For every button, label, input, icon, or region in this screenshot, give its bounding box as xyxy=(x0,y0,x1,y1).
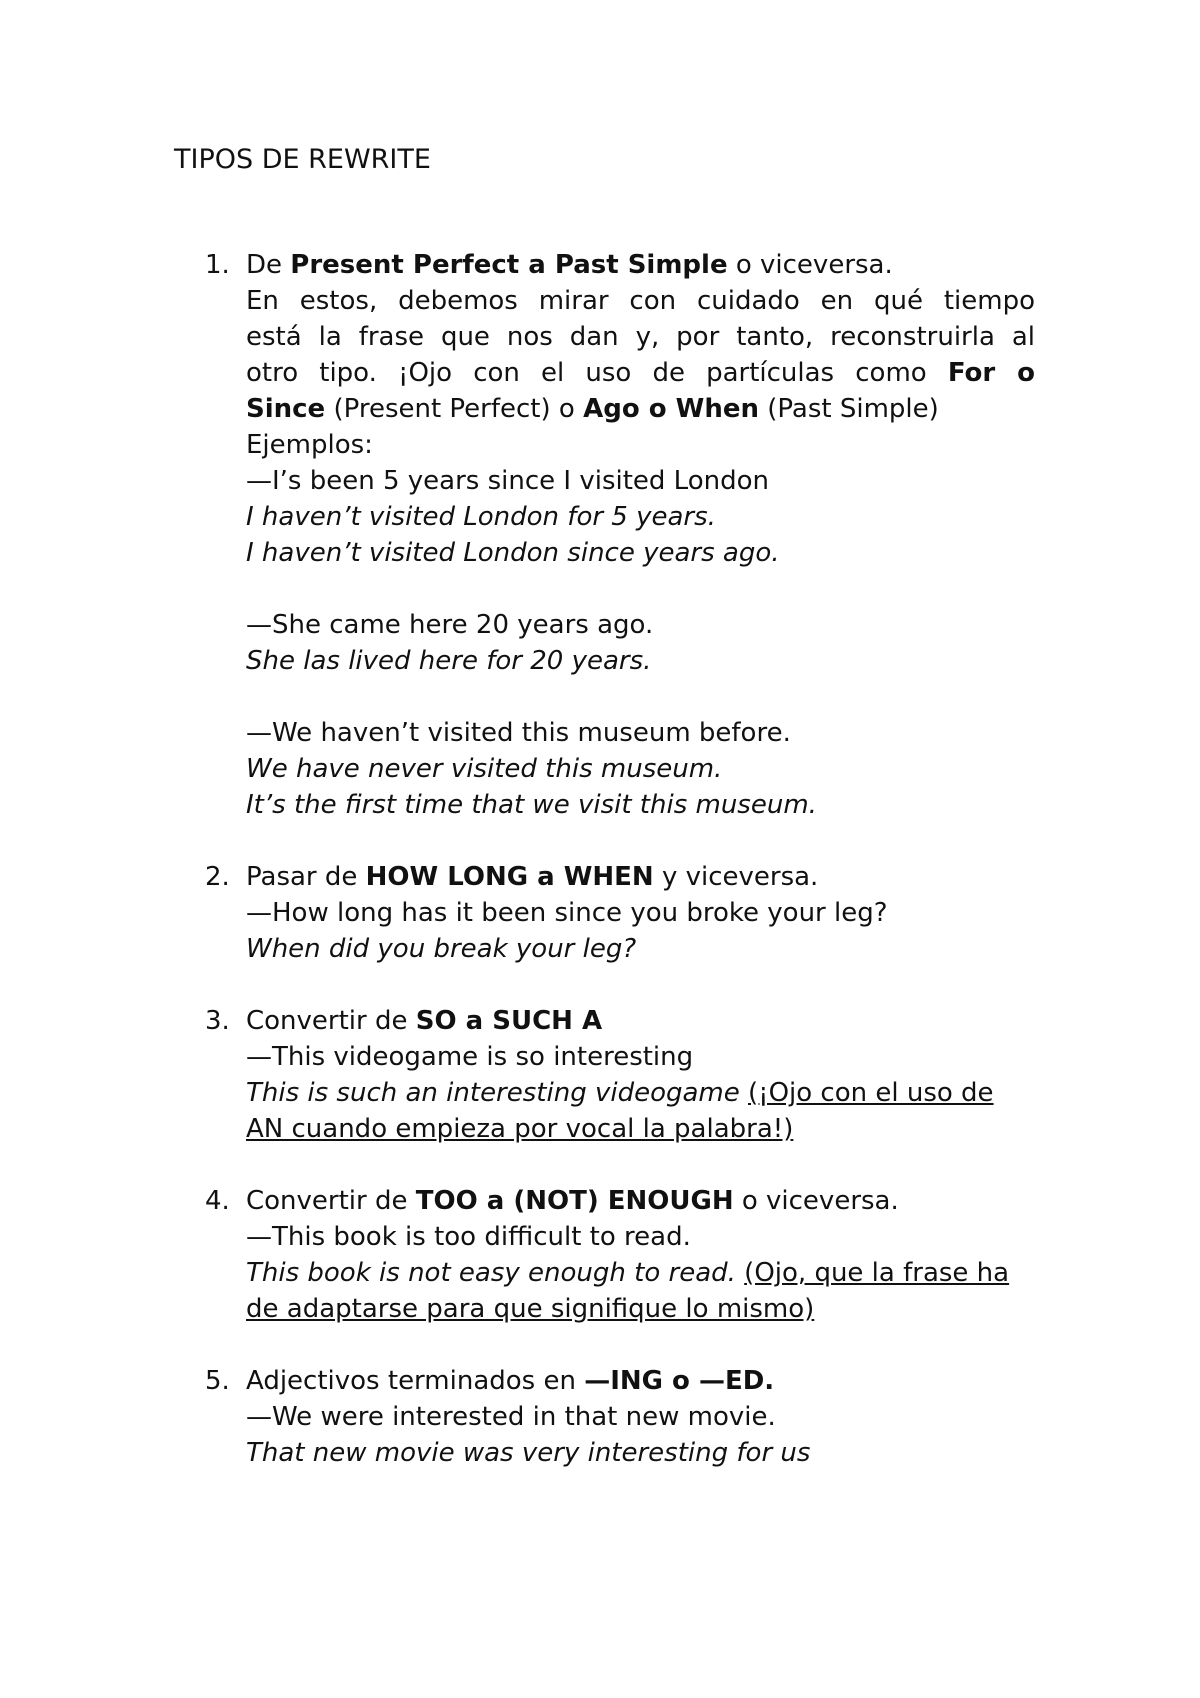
heading-text: Adjectivos terminados en xyxy=(246,1366,585,1396)
example-answer: When did you break your leg? xyxy=(246,934,637,964)
spacer xyxy=(246,571,1035,607)
heading-bold-text: Present Perfect a Past Simple xyxy=(290,250,728,280)
note-text: (¡Ojo con el uso de AN cuando empieza por vocal la palabra!) xyxy=(246,1078,994,1144)
example-answer-with-note xyxy=(246,1255,1035,1327)
example-answer: She las lived here for 20 years. xyxy=(246,646,652,676)
note-text: (Ojo, que la frase ha de adaptarse para que signifique lo mismo) xyxy=(246,1258,1010,1324)
example-sentence: —We haven’t visited this museum before. xyxy=(246,718,791,748)
explanation-line xyxy=(246,355,1035,391)
spacer xyxy=(246,679,1035,715)
example-answer: This book is not easy enough to read. xyxy=(246,1258,736,1288)
example-answer: That new movie was very interesting for us xyxy=(246,1438,811,1468)
document-title: TIPOS DE REWRITE xyxy=(174,144,431,175)
list-item xyxy=(205,859,1035,967)
example-answer: It’s the first time that we visit this museum. xyxy=(246,790,817,820)
explanation-line: En estos, debemos mirar con cuidado en qué tiempo xyxy=(246,286,1035,316)
item-heading xyxy=(246,247,1035,283)
example-sentence: —How long has it been since you broke your leg? xyxy=(246,898,888,928)
heading-text: Pasar de xyxy=(246,862,366,892)
example-sentence: —This book is too difficult to read. xyxy=(246,1222,691,1252)
item-number: 4. xyxy=(205,1186,230,1216)
example-answer: We have never visited this museum. xyxy=(246,754,723,784)
heading-bold-text: —ING o —ED. xyxy=(584,1366,775,1396)
list-item xyxy=(205,247,1035,823)
explanation-line: está la frase que nos dan y, por tanto, reconstruirla al xyxy=(246,322,1035,352)
heading-text: o viceversa. xyxy=(727,250,893,280)
list-item xyxy=(205,1183,1035,1327)
item-heading xyxy=(246,859,1035,895)
explanation-text: (Present Perfect) o xyxy=(325,394,584,424)
example-sentence: —We were interested in that new movie. xyxy=(246,1402,776,1432)
explanation-text: (Past Simple) xyxy=(759,394,939,424)
heading-text: De xyxy=(246,250,291,280)
explanation-bold-text: Ago o When xyxy=(583,394,759,424)
heading-text: y viceversa. xyxy=(653,862,819,892)
item-heading xyxy=(246,1363,1035,1399)
heading-bold-text: SO a SUCH A xyxy=(415,1006,603,1036)
example-sentence: —She came here 20 years ago. xyxy=(246,610,654,640)
example-answer: I haven’t visited London since years ago. xyxy=(246,538,780,568)
item-heading xyxy=(246,1003,1035,1039)
list-item xyxy=(205,1003,1035,1147)
explanation-bold-text: Since xyxy=(246,394,326,424)
rewrite-types-list xyxy=(205,247,1035,1507)
explanation-line: Ejemplos: xyxy=(246,430,373,460)
heading-text: Convertir de xyxy=(246,1186,416,1216)
example-sentence: —This videogame is so interesting xyxy=(246,1042,694,1072)
example-answer: This is such an interesting videogame xyxy=(246,1078,740,1108)
explanation-line xyxy=(246,391,1035,427)
example-answer: I haven’t visited London for 5 years. xyxy=(246,502,716,532)
example-answer-with-note xyxy=(246,1075,1035,1147)
item-number: 1. xyxy=(205,250,230,280)
heading-text: Convertir de xyxy=(246,1006,416,1036)
item-number: 3. xyxy=(205,1006,230,1036)
item-heading xyxy=(246,1183,1035,1219)
explanation-text: otro tipo. ¡Ojo con el uso de partículas como xyxy=(246,358,948,388)
item-number: 2. xyxy=(205,862,230,892)
item-number: 5. xyxy=(205,1366,230,1396)
heading-text: o viceversa. xyxy=(733,1186,899,1216)
heading-bold-text: TOO a (NOT) ENOUGH xyxy=(415,1186,734,1216)
list-item xyxy=(205,1363,1035,1471)
heading-bold-text: HOW LONG a WHEN xyxy=(365,862,654,892)
explanation-bold-text: For o xyxy=(947,358,1036,388)
example-sentence: —I’s been 5 years since I visited London xyxy=(246,466,769,496)
